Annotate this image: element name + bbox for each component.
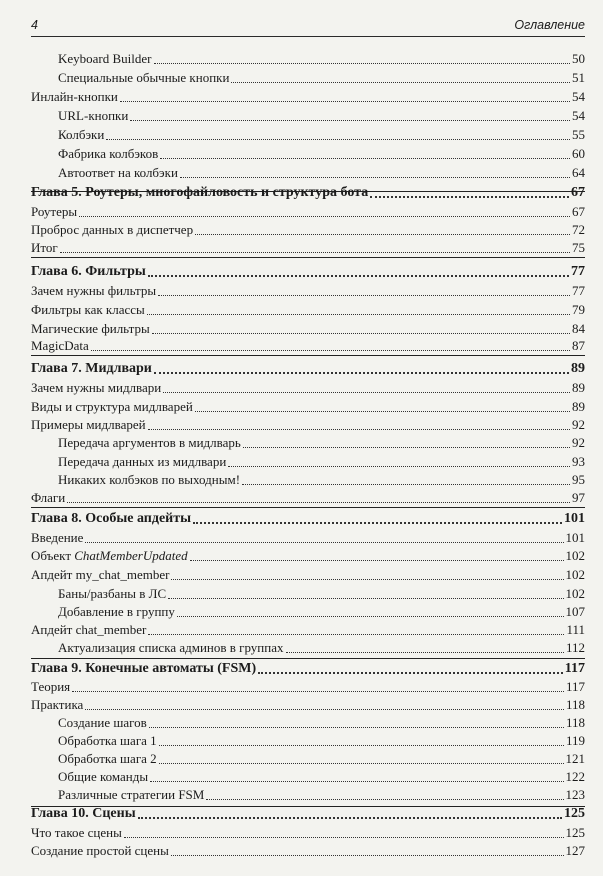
dot-leader — [60, 252, 570, 253]
toc-entry-page: 117 — [565, 679, 585, 694]
toc-entry-title: MagicData — [31, 338, 89, 353]
toc-entry-page: 84 — [572, 321, 585, 336]
toc-entry-page: 102 — [565, 586, 585, 601]
dot-leader — [130, 120, 570, 121]
toc-entry — [31, 106, 585, 124]
toc-entry-title: Глава 6. Фильтры — [31, 264, 146, 279]
chapter-heading — [31, 183, 585, 201]
toc-entry — [31, 602, 585, 620]
toc-entry-page: 107 — [565, 604, 585, 619]
toc-entry — [31, 565, 585, 583]
toc-entry-page: 101 — [565, 530, 585, 545]
toc-entry-page: 119 — [565, 733, 585, 748]
toc-entry-page: 54 — [572, 89, 585, 104]
dot-leader — [168, 598, 563, 599]
toc-entry — [31, 125, 585, 143]
toc-entry — [31, 767, 585, 785]
toc-entry — [31, 488, 585, 506]
chapter-heading — [31, 262, 585, 280]
toc-entry-page: 112 — [565, 640, 585, 655]
toc-entry-page: 102 — [565, 567, 585, 582]
toc-entry-title: Апдейт chat_member — [31, 622, 147, 637]
toc-entry-title: Теория — [31, 679, 71, 694]
dot-leader — [195, 411, 570, 412]
toc-entry-title: Флаги — [31, 490, 66, 505]
toc-entry-page: 117 — [564, 661, 585, 676]
toc-entry — [31, 144, 585, 162]
toc-entry-page: 72 — [572, 222, 585, 237]
toc-entry-page: 118 — [565, 697, 585, 712]
dot-leader — [149, 727, 564, 728]
dot-leader — [154, 372, 569, 374]
dot-leader — [158, 295, 570, 296]
toc-entry-title: Что такое сцены — [31, 825, 122, 840]
toc-entry-page: 118 — [565, 715, 585, 730]
toc-entry-title: Глава 7. Мидлвари — [31, 361, 152, 376]
chapter-heading — [31, 509, 585, 527]
toc-entry-title: Проброс данных в диспетчер — [31, 222, 194, 237]
toc-entry-page: 89 — [572, 380, 585, 395]
toc-entry — [31, 319, 585, 337]
toc-entry-title: Различные стратегии FSM — [58, 787, 205, 802]
toc-entry — [31, 731, 585, 749]
toc-entry-title: URL-кнопки — [58, 108, 129, 123]
toc-entry-title: Специальные обычные кнопки — [58, 70, 230, 85]
dot-leader — [85, 542, 563, 543]
toc-entry-title: Фильтры как классы — [31, 302, 145, 317]
dot-leader — [152, 333, 570, 334]
toc-entry-page: 93 — [572, 454, 585, 469]
toc-entry-title: Введение — [31, 530, 84, 545]
toc-entry-page: 125 — [565, 825, 585, 840]
dot-leader — [193, 522, 562, 524]
toc-entry — [31, 397, 585, 415]
toc-entry — [31, 823, 585, 841]
dot-leader — [163, 392, 570, 393]
toc-entry-title: Никаких колбэков по выходным! — [58, 472, 241, 487]
dot-leader — [91, 350, 570, 351]
dot-leader — [242, 484, 570, 485]
toc-entry — [31, 749, 585, 767]
dot-leader — [231, 82, 570, 83]
toc-entry-page: 111 — [566, 622, 585, 637]
toc-entry — [31, 433, 585, 451]
dot-leader — [177, 616, 564, 617]
dot-leader — [106, 139, 570, 140]
toc-entry-title: Роутеры — [31, 204, 78, 219]
toc-entry-title: Глава 5. Роутеры, многофайловость и структура бота — [31, 185, 369, 200]
toc-entry-title: Общие команды — [58, 769, 149, 784]
dot-leader — [72, 691, 564, 692]
toc-entry — [31, 281, 585, 299]
toc-entry-title: Добавление в группу — [58, 604, 175, 619]
dot-leader — [67, 502, 570, 503]
toc-entry-title: Примеры мидлварей — [31, 417, 146, 432]
toc-entry-page: 64 — [572, 165, 585, 180]
toc-entry-page: 122 — [565, 769, 585, 784]
dot-leader — [171, 855, 564, 856]
toc-entry-page: 89 — [571, 361, 585, 376]
running-header — [31, 14, 585, 37]
chapter-divider — [31, 355, 585, 356]
toc-entry-title: Зачем нужны мидлвари — [31, 380, 162, 395]
toc-entry-title: Фабрика колбэков — [58, 146, 159, 161]
toc-entry-title: Глава 10. Сцены — [31, 806, 136, 821]
toc-entry — [31, 336, 585, 354]
toc-entry-page: 102 — [565, 548, 585, 563]
toc-entry-title: Итог — [31, 240, 58, 255]
dot-leader — [160, 158, 570, 159]
toc-entry — [31, 528, 585, 546]
toc-entry-title: Инлайн-кнопки — [31, 89, 118, 104]
dot-leader — [85, 709, 564, 710]
toc-entry-page: 77 — [572, 283, 585, 298]
toc-entry-page: 121 — [565, 751, 585, 766]
toc-entry-page: 123 — [565, 787, 585, 802]
toc-entry — [31, 620, 585, 638]
dot-leader — [147, 314, 570, 315]
toc-entry-page: 79 — [572, 302, 585, 317]
toc-entry-page: 51 — [572, 70, 585, 85]
toc-entry — [31, 695, 585, 713]
dot-leader — [154, 63, 570, 64]
toc-entry-page: 67 — [572, 204, 585, 219]
chapter-heading — [31, 359, 585, 377]
dot-leader — [148, 275, 569, 277]
toc-entry-title: Создание простой сцены — [31, 843, 169, 858]
toc-entry — [31, 785, 585, 803]
chapter-divider — [31, 257, 585, 258]
toc-entry-page: 97 — [572, 490, 585, 505]
running-title: Оглавление — [514, 18, 585, 32]
dot-leader — [206, 799, 563, 800]
toc-entry-page: 60 — [572, 146, 585, 161]
toc-entry — [31, 470, 585, 488]
dot-leader — [258, 672, 563, 674]
toc-entry-title: Передача аргументов в мидлварь — [58, 435, 241, 450]
page-number: 4 — [31, 18, 38, 32]
dot-leader — [159, 745, 564, 746]
toc-entry-page: 101 — [564, 511, 585, 526]
toc-entry-page: 50 — [572, 51, 585, 66]
toc-entry-title: Колбэки — [58, 127, 105, 142]
dot-leader — [138, 817, 562, 819]
toc-entry — [31, 546, 585, 564]
toc-entry-title: Зачем нужны фильтры — [31, 283, 157, 298]
toc-entry-page: 67 — [571, 185, 585, 200]
toc-entry-title: Передача данных из мидлвари — [58, 454, 227, 469]
toc-entry-title: Апдейт my_chat_member — [31, 567, 170, 582]
dot-leader — [171, 579, 563, 580]
toc-entry — [31, 49, 585, 67]
toc-entry-title: Глава 9. Конечные автоматы (FSM) — [31, 661, 257, 676]
toc-entry — [31, 677, 585, 695]
dot-leader — [120, 101, 570, 102]
toc-entry-title: Обработка шага 2 — [58, 751, 157, 766]
chapter-heading — [31, 804, 585, 822]
toc-entry — [31, 300, 585, 318]
toc-entry — [31, 68, 585, 86]
chapter-heading — [31, 659, 585, 677]
dot-leader — [370, 196, 569, 198]
toc-entry-page: 125 — [564, 806, 585, 821]
toc-entry — [31, 452, 585, 470]
toc-entry — [31, 378, 585, 396]
toc-entry-page: 55 — [572, 127, 585, 142]
toc-entry-prefix: Объект — [31, 548, 75, 563]
toc-entry — [31, 238, 585, 256]
dot-leader — [180, 177, 570, 178]
toc-entry — [31, 638, 585, 656]
dot-leader — [243, 447, 570, 448]
dot-leader — [148, 634, 564, 635]
toc-entry-page: 77 — [571, 264, 585, 279]
toc-entry-italic: ChatMemberUpdated — [74, 548, 188, 563]
dot-leader — [228, 466, 570, 467]
toc-entry-title: Обработка шага 1 — [58, 733, 157, 748]
toc-entry-page: 92 — [572, 435, 585, 450]
toc-entry-title: Магические фильтры — [31, 321, 150, 336]
dot-leader — [79, 216, 570, 217]
toc-entry-title: Актуализация списка админов в группах — [58, 640, 284, 655]
toc-entry-title: Создание шагов — [58, 715, 147, 730]
dot-leader — [190, 560, 564, 561]
toc-entry-title — [31, 548, 188, 564]
chapter-divider — [31, 507, 585, 508]
toc-entry-title: Keyboard Builder — [58, 51, 152, 66]
toc-entry — [31, 87, 585, 105]
toc-entry-page: 75 — [572, 240, 585, 255]
toc-entry — [31, 220, 585, 238]
toc-entry-title: Практика — [31, 697, 84, 712]
toc-entry — [31, 841, 585, 859]
dot-leader — [195, 234, 570, 235]
toc-entry — [31, 202, 585, 220]
toc-entry-page: 92 — [572, 417, 585, 432]
toc-entry-page: 54 — [572, 108, 585, 123]
toc-entry — [31, 713, 585, 731]
toc-entry-page: 87 — [572, 338, 585, 353]
dot-leader — [150, 781, 563, 782]
toc-entry-page: 127 — [565, 843, 585, 858]
toc-entry-title: Глава 8. Особые апдейты — [31, 511, 192, 526]
toc-entry-title: Баны/разбаны в ЛС — [58, 586, 167, 601]
dot-leader — [148, 429, 570, 430]
toc-entry — [31, 415, 585, 433]
toc-entry-page: 89 — [572, 399, 585, 414]
toc-entry-page: 95 — [572, 472, 585, 487]
dot-leader — [159, 763, 564, 764]
toc-entry — [31, 163, 585, 181]
toc-entry-title: Автоответ на колбэки — [58, 165, 178, 180]
dot-leader — [286, 652, 564, 653]
toc-entry-title: Виды и структура мидлварей — [31, 399, 193, 414]
toc-entry — [31, 584, 585, 602]
dot-leader — [124, 837, 564, 838]
